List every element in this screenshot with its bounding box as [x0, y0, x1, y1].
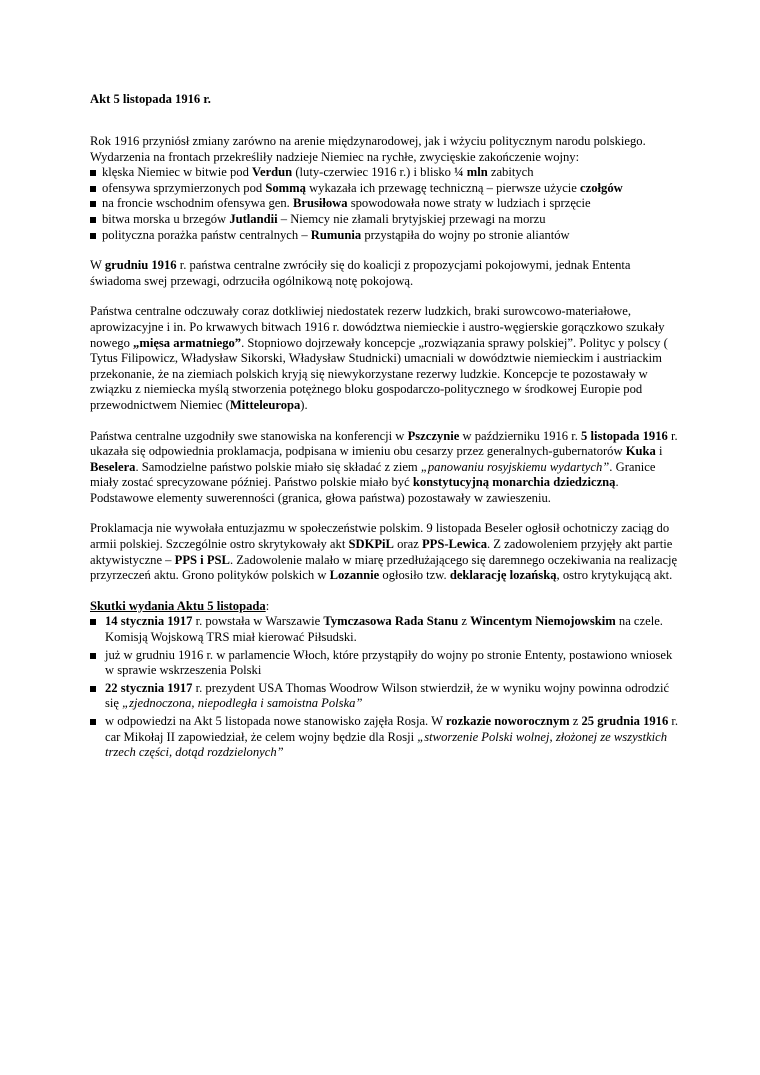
list-item: polityczna porażka państw centralnych – Rumunia przystąpiła do wojny po stronie aliantów	[90, 228, 682, 244]
list-item: klęska Niemiec w bitwie pod Verdun (luty-czerwiec 1916 r.) i blisko ¼ mln zabitych	[90, 165, 682, 181]
list-item: 14 stycznia 1917 r. powstała w Warszawie Tymczasowa Rada Stanu z Wincentym Niemojowskim na czele. Komisją Wojskową TRS miał kierować Piłsudski.	[90, 614, 682, 645]
list-item: na froncie wschodnim ofensywa gen. Brusiłowa spowodowała nowe straty w ludziach i sprzęcie	[90, 196, 682, 212]
list-item: już w grudniu 1916 r. w parlamencie Włoch, które przystąpiły do wojny po stronie Ententy, postawiono wniosek w sprawie wskrzeszenia Polski	[90, 648, 682, 679]
paragraph-rezerwy: Państwa centralne odczuwały coraz dotkliwiej niedostatek rezerw ludzkich, braki surowcowo-materiałowe, aprowizacyjne i in. Po krwawych bitwach 1916 r. dowództwa niemieckie i austro-węgierskie gorączkowo szukały nowego „mięsa armatniego”. Stopniowo dojrzewały koncepcje „rozwiązania sprawy polskiej”. Polityc y polscy ( Tytus Filipowicz, Władysław Sikorski, Władysław Studnicki) umacniali w dowództwie niemieckim i austriackim przekonanie, że na ziemiach polskich kryją się niewykorzystane rezerwy ludzkie. Koncepcje te pozostawały w związku z niemiecka myślą stworzenia potężnego bloku gospodarczo-politycznego w środkowej Europie pod przewodnictwem Niemiec (Mitteleuropa).	[90, 304, 668, 412]
list-item: w odpowiedzi na Akt 5 listopada nowe stanowisko zajęła Rosja. W rozkazie noworocznym z 25 grudnia 1916 r. car Mikołaj II zapowiedział, że celem wojny będzie dla Rosji „stworzenie Polski wolnej, złożonej ze wszystkich trzech części, dotąd rozdzielonych”	[90, 714, 682, 761]
document-title: Akt 5 listopada 1916 r.	[90, 92, 211, 106]
intro-text-2: Wydarzenia na frontach przekreśliły nadzieje Niemiec na rychłe, zwycięskie zakończenie wojny:	[90, 149, 580, 164]
list-item: ofensywa sprzymierzonych pod Sommą wykazała ich przewagę techniczną – pierwsze użycie czołgów	[90, 181, 682, 197]
effects-heading: Skutki wydania Aktu 5 listopada:	[90, 598, 270, 613]
paragraph-proklamacja: Proklamacja nie wywołała entuzjazmu w społeczeństwie polskim. 9 listopada Beseler ogłosił ochotniczy zaciąg do armii polskiej. Szczególnie ostro skrytykowały akt SDKPiL oraz PPS-Lewica. Z zadowoleniem przyjęły akt partie aktywistyczne – PPS i PSL. Zadowolenie malało w miarę przedłużającego się daremnego oczekiwania na realizację przyrzeczeń aktu. Grono polityków polskich w Lozannie ogłosiło tzw. deklarację lozańską, ostro krytykującą akt.	[90, 521, 678, 583]
effects-list	[90, 614, 682, 760]
document-content	[90, 91, 682, 761]
intro-paragraph	[90, 134, 682, 165]
list-item: bitwa morska u brzegów Jutlandii – Niemcy nie złamali brytyjskiej przewagi na morzu	[90, 212, 682, 228]
paragraph-pszczyna: Państwa centralne uzgodniły swe stanowiska na konferencji w Pszczynie w październiku 1916 r. 5 listopada 1916 r. ukazała się odpowiednia proklamacja, podpisana w imieniu obu cesarzy przez generalnych-gubernatorów Kuka i Beselera. Samodzielne państwo polskie miało się składać z ziem „panowaniu rosyjskiemu wydartych”. Granice miały zostać sprecyzowane później. Państwo polskie miało być konstytucyjną monarchia dziedziczną. Podstawowe elementy suwerenności (granica, głowa państwa) pozostawały w zawieszeniu.	[90, 428, 678, 505]
intro-text-1: Rok 1916 przyniósł zmiany zarówno na arenie międzynarodowej, jak i wżyciu politycznym narodu polskiego.	[90, 134, 646, 148]
paragraph-grudzien: W grudniu 1916 r. państwa centralne zwróciły się do koalicji z propozycjami pokojowymi, jednak Ententa świadoma swej przewagi, odrzuciła ogólnikową notę pokojową.	[90, 258, 631, 288]
list-item: 22 stycznia 1917 r. prezydent USA Thomas Woodrow Wilson stwierdził, że w wyniku wojny powinna odrodzić się „zjednoczona, niepodległa i samoistna Polska”	[90, 681, 682, 712]
war-events-list	[90, 165, 682, 243]
